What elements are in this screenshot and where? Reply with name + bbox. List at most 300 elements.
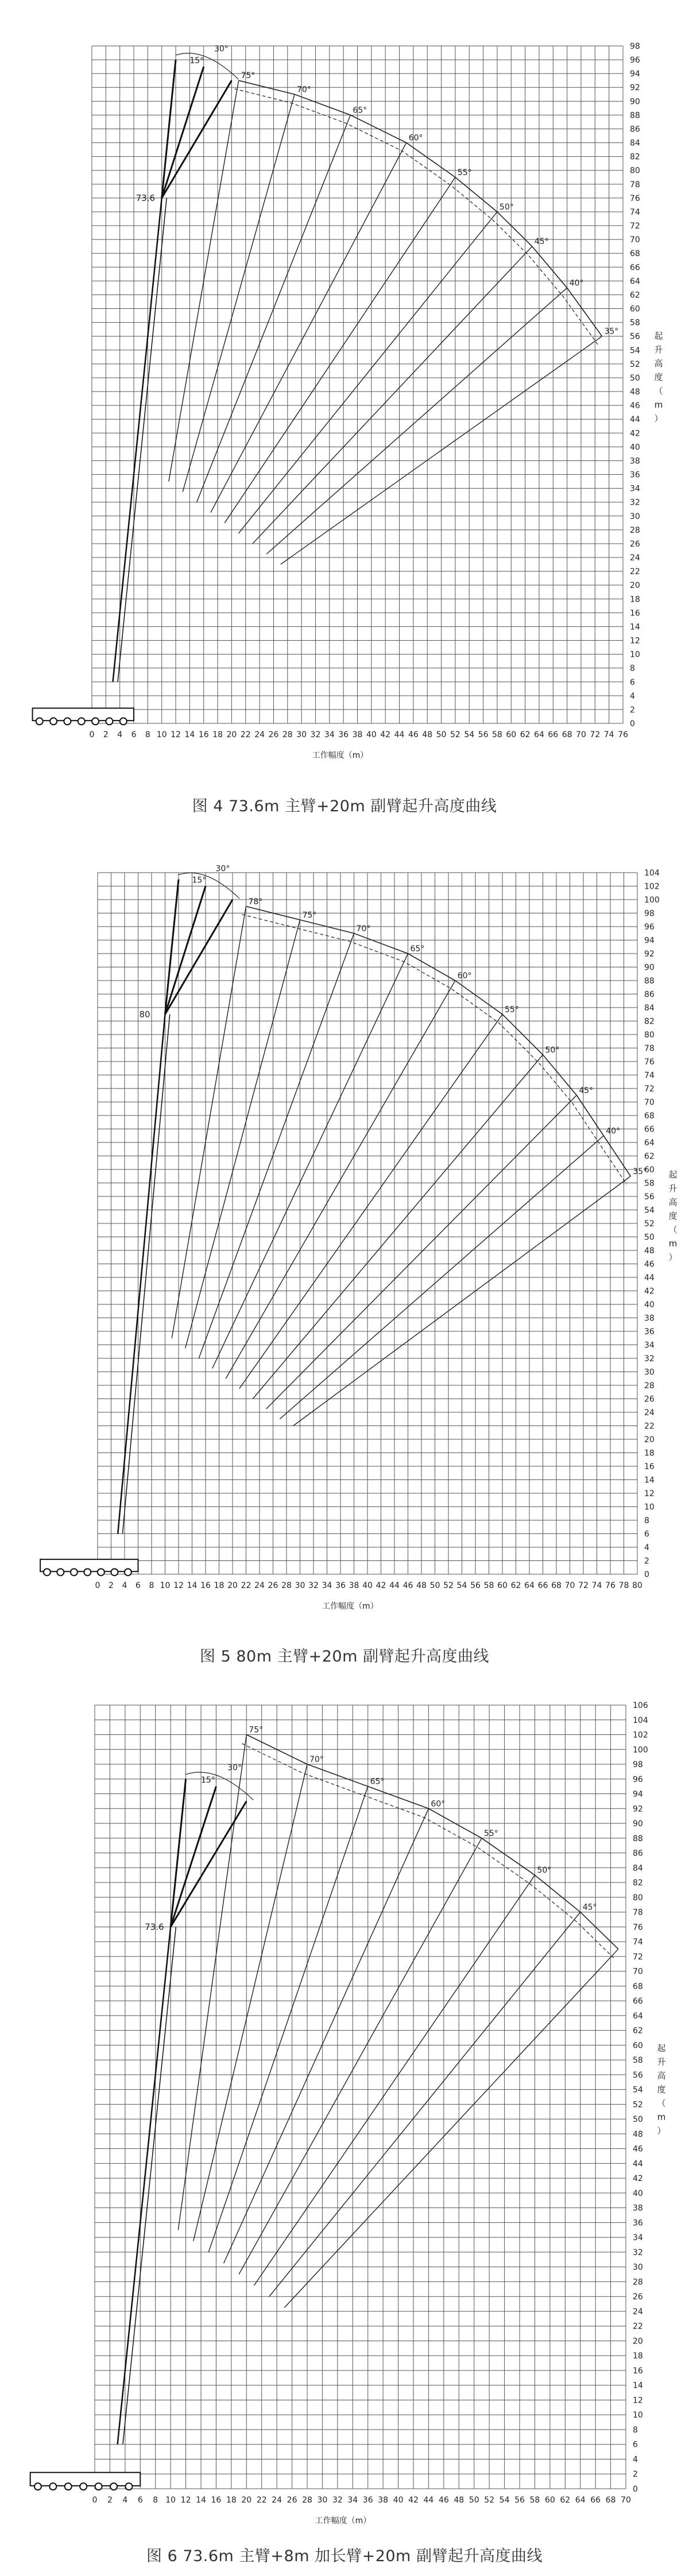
x-axis-label: 工作幅度（m） <box>312 751 369 760</box>
crane-wheel <box>95 2483 102 2490</box>
y-tick-label: 16 <box>644 1462 655 1471</box>
y-tick-label: 78 <box>633 1908 643 1918</box>
jib-angle-line <box>239 212 497 533</box>
x-axis-label: 工作幅度（m） <box>322 1602 378 1611</box>
x-tick-label: 10 <box>156 730 167 739</box>
y-tick-label: 36 <box>630 470 640 480</box>
y-tick-label: 52 <box>630 359 640 369</box>
y-tick-label: 50 <box>630 373 640 383</box>
x-tick-label: 26 <box>268 1581 278 1590</box>
y-tick-label: 60 <box>630 304 640 314</box>
x-tick-label: 30 <box>295 1581 305 1590</box>
x-tick-label: 38 <box>378 2496 389 2505</box>
y-tick-label: 42 <box>633 2174 643 2184</box>
y-tick-label: 72 <box>644 1084 655 1094</box>
x-tick-label: 80 <box>632 1581 642 1590</box>
crane-wheel <box>65 2483 72 2490</box>
y-tick-label: 38 <box>644 1314 655 1323</box>
x-tick-label: 78 <box>618 1581 629 1590</box>
y-tick-label: 54 <box>630 346 640 355</box>
x-tick-label: 76 <box>605 1581 616 1590</box>
y-tick-label: 50 <box>644 1233 655 1242</box>
angle-label: 65° <box>370 1777 385 1787</box>
x-tick-label: 22 <box>241 1581 251 1590</box>
x-tick-label: 6 <box>136 1581 141 1590</box>
y-axis-label-char: 升 <box>654 344 663 355</box>
x-tick-label: 20 <box>241 2496 252 2505</box>
x-tick-label: 12 <box>173 1581 184 1590</box>
x-tick-label: 52 <box>450 730 460 739</box>
jib-angle-line <box>193 1764 307 2241</box>
y-tick-label: 90 <box>633 1819 643 1829</box>
x-tick-label: 14 <box>196 2496 206 2505</box>
x-tick-label: 42 <box>380 730 391 739</box>
y-tick-label: 22 <box>630 567 640 577</box>
y-tick-label: 94 <box>630 69 640 79</box>
main-boom-length-label: 73.6 <box>145 1922 164 1932</box>
y-axis-label-char: 度 <box>668 1211 678 1221</box>
y-tick-label: 30 <box>630 512 640 521</box>
x-tick-label: 54 <box>499 2496 510 2505</box>
y-tick-label: 58 <box>644 1179 655 1188</box>
x-tick-label: 54 <box>456 1581 467 1590</box>
crane-wheel <box>106 718 113 725</box>
jib-angle-line <box>183 94 295 491</box>
y-tick-label: 16 <box>633 2366 643 2376</box>
y-tick-label: 80 <box>630 166 640 176</box>
x-tick-label: 44 <box>394 730 405 739</box>
lift-height-envelope-dashed <box>234 89 598 345</box>
y-tick-label: 2 <box>630 705 635 715</box>
angle-label: 75° <box>302 911 317 920</box>
x-tick-label: 38 <box>352 730 363 739</box>
y-tick-label: 90 <box>630 97 640 107</box>
angle-label: 45° <box>582 1903 597 1912</box>
y-tick-label: 50 <box>633 2115 643 2125</box>
x-tick-label: 54 <box>464 730 475 739</box>
y-tick-label: 28 <box>633 2277 643 2287</box>
x-tick-label: 8 <box>153 2496 158 2505</box>
figure-caption: 图 5 80m 主臂+20m 副臂起升高度曲线 <box>200 1648 489 1665</box>
crane-wheel <box>57 1568 64 1575</box>
x-tick-label: 34 <box>324 730 335 739</box>
y-tick-label: 56 <box>633 2070 643 2080</box>
x-tick-label: 4 <box>122 2496 128 2505</box>
x-tick-label: 22 <box>240 730 251 739</box>
x-tick-label: 70 <box>576 730 586 739</box>
angle-label: 55° <box>483 1829 498 1838</box>
x-tick-label: 44 <box>423 2496 434 2505</box>
x-tick-label: 74 <box>603 730 614 739</box>
y-tick-label: 64 <box>630 277 640 286</box>
y-tick-label: 100 <box>644 896 660 905</box>
x-tick-label: 70 <box>621 2496 631 2505</box>
y-tick-label: 26 <box>644 1394 655 1404</box>
y-axis-label-char: （ <box>668 1225 678 1235</box>
x-tick-label: 48 <box>416 1581 427 1590</box>
y-axis-label-char: （ <box>654 386 663 396</box>
y-tick-label: 46 <box>644 1260 655 1269</box>
y-tick-label: 76 <box>633 1923 643 1932</box>
y-axis-label-char: （ <box>657 2098 666 2109</box>
y-tick-label: 66 <box>644 1125 655 1134</box>
x-tick-label: 38 <box>349 1581 359 1590</box>
main-boom-length-label: 73.6 <box>136 192 156 203</box>
x-tick-label: 72 <box>590 730 601 739</box>
y-tick-label: 74 <box>633 1938 643 1947</box>
crane-carrier <box>40 1559 138 1575</box>
y-tick-label: 4 <box>644 1543 649 1552</box>
x-tick-label: 56 <box>478 730 489 739</box>
figure-caption: 图 4 73.6m 主臂+20m 副臂起升高度曲线 <box>192 797 497 815</box>
x-axis-label: 工作幅度（m） <box>315 2516 371 2525</box>
y-tick-label: 18 <box>630 595 640 605</box>
y-tick-label: 14 <box>630 622 640 632</box>
y-tick-label: 56 <box>644 1192 655 1202</box>
y-tick-label: 26 <box>633 2292 643 2302</box>
x-tick-label: 62 <box>560 2496 571 2505</box>
jib-angle-line <box>185 920 300 1348</box>
crane-wheel <box>84 1568 91 1575</box>
jib-offset-arc <box>186 1772 254 1800</box>
main-boom-length-label: 80 <box>139 1009 150 1020</box>
y-tick-label: 32 <box>644 1354 655 1363</box>
y-tick-label: 72 <box>633 1952 643 1962</box>
x-tick-label: 60 <box>506 730 517 739</box>
x-tick-label: 48 <box>454 2496 465 2505</box>
y-tick-label: 98 <box>633 1760 643 1770</box>
x-tick-label: 8 <box>145 730 150 739</box>
lift-height-chart-6 <box>0 1682 689 2543</box>
y-tick-label: 56 <box>630 332 640 342</box>
y-tick-label: 24 <box>630 553 640 563</box>
x-tick-label: 22 <box>256 2496 267 2505</box>
radial-lines <box>172 907 630 1426</box>
crane-wheel <box>92 718 99 725</box>
x-tick-label: 24 <box>254 1581 265 1590</box>
y-tick-label: 30 <box>644 1368 655 1377</box>
y-axis-label-char: 高 <box>668 1197 678 1207</box>
jib-offset-arc <box>179 873 239 898</box>
y-tick-label: 8 <box>644 1516 649 1525</box>
y-tick-label: 80 <box>644 1031 655 1040</box>
y-tick-label: 74 <box>630 207 640 217</box>
y-tick-label: 92 <box>630 83 640 93</box>
figure-caption: 图 6 73.6m 主臂+8m 加长臂+20m 副臂起升高度曲线 <box>146 2547 543 2565</box>
y-tick-label: 24 <box>644 1408 655 1417</box>
y-tick-label: 48 <box>633 2129 643 2139</box>
x-tick-label: 12 <box>180 2496 191 2505</box>
angle-label: 55° <box>457 168 472 177</box>
y-tick-label: 100 <box>633 1745 648 1755</box>
y-tick-label: 26 <box>630 539 640 549</box>
angle-label: 50° <box>499 202 514 212</box>
jib-offset-label: 30° <box>214 44 229 54</box>
y-tick-label: 40 <box>630 443 640 452</box>
crane-wheel <box>110 2483 117 2490</box>
y-tick-label: 66 <box>633 1997 643 2006</box>
x-tick-label: 76 <box>618 730 628 739</box>
y-tick-label: 58 <box>633 2056 643 2066</box>
x-tick-label: 12 <box>171 730 181 739</box>
y-tick-label: 6 <box>633 2440 638 2450</box>
y-tick-label: 72 <box>630 222 640 231</box>
y-tick-label: 52 <box>633 2100 643 2110</box>
y-tick-label: 32 <box>630 498 640 508</box>
x-tick-label: 40 <box>393 2496 404 2505</box>
crane-wheel <box>125 1568 131 1575</box>
y-tick-label: 38 <box>633 2203 643 2213</box>
x-tick-label: 68 <box>605 2496 616 2505</box>
jib-offset-label: 15° <box>201 1776 215 1785</box>
lift-height-envelope <box>239 80 602 336</box>
y-tick-label: 32 <box>633 2248 643 2257</box>
y-tick-label: 94 <box>633 1789 643 1799</box>
y-tick-label: 82 <box>644 1017 655 1026</box>
x-tick-label: 52 <box>443 1581 454 1590</box>
jib-angle-line <box>266 288 567 554</box>
y-tick-label: 68 <box>630 249 640 259</box>
x-tick-label: 48 <box>422 730 433 739</box>
y-tick-label: 78 <box>644 1044 655 1053</box>
x-tick-label: 64 <box>534 730 544 739</box>
y-tick-label: 82 <box>633 1878 643 1888</box>
crane-wheel <box>80 2483 87 2490</box>
x-tick-label: 36 <box>362 2496 373 2505</box>
x-tick-label: 26 <box>287 2496 297 2505</box>
y-tick-label: 58 <box>630 318 640 328</box>
y-axis-label-char: 升 <box>657 2056 666 2067</box>
y-tick-label: 14 <box>644 1475 655 1485</box>
crane-wheel <box>111 1568 118 1575</box>
y-tick-label: 64 <box>633 2011 643 2021</box>
y-axis-label-char: m <box>654 400 663 410</box>
x-tick-label: 6 <box>131 730 137 739</box>
x-tick-label: 52 <box>484 2496 495 2505</box>
angle-label: 75° <box>241 71 256 81</box>
x-tick-label: 50 <box>469 2496 479 2505</box>
y-tick-label: 40 <box>644 1300 655 1310</box>
jib-angle-line <box>284 1949 618 2308</box>
y-tick-label: 36 <box>644 1327 655 1337</box>
y-tick-label: 88 <box>633 1834 643 1843</box>
x-tick-label: 2 <box>109 1581 114 1590</box>
x-tick-label: 0 <box>89 730 95 739</box>
jib-offset-label: 30° <box>215 864 230 874</box>
x-tick-label: 24 <box>272 2496 282 2505</box>
angle-label: 75° <box>249 1725 264 1735</box>
y-tick-label: 104 <box>644 869 660 878</box>
y-axis-label-char: ） <box>657 2125 666 2136</box>
x-tick-label: 32 <box>310 730 321 739</box>
chart-figure-4 <box>0 23 689 827</box>
crane-wheel <box>49 2483 56 2490</box>
y-tick-label: 70 <box>644 1098 655 1107</box>
jib-angle-line <box>178 1735 246 2230</box>
x-tick-label: 74 <box>591 1581 602 1590</box>
x-tick-label: 60 <box>544 2496 555 2505</box>
x-tick-label: 14 <box>187 1581 198 1590</box>
x-tick-label: 46 <box>438 2496 449 2505</box>
x-tick-label: 40 <box>362 1581 373 1590</box>
crane-wheel <box>64 718 71 725</box>
angle-label: 45° <box>579 1086 594 1095</box>
x-tick-label: 62 <box>510 1581 521 1590</box>
crane-wheel <box>50 718 57 725</box>
y-tick-label: 24 <box>633 2307 643 2317</box>
y-tick-label: 22 <box>633 2322 643 2331</box>
jib-offset-arc <box>176 53 238 80</box>
x-tick-label: 42 <box>408 2496 419 2505</box>
y-tick-label: 28 <box>644 1381 655 1390</box>
jib-angle-line <box>254 1875 535 2286</box>
x-tick-label: 56 <box>514 2496 525 2505</box>
y-tick-label: 12 <box>630 636 640 646</box>
y-axis-label-char: 高 <box>657 2070 666 2081</box>
y-tick-label: 88 <box>644 977 655 986</box>
y-tick-label: 44 <box>644 1273 655 1283</box>
angle-label: 55° <box>505 1005 519 1014</box>
x-tick-label: 20 <box>227 1581 238 1590</box>
x-tick-label: 60 <box>497 1581 508 1590</box>
x-tick-label: 30 <box>296 730 307 739</box>
y-tick-label: 42 <box>630 429 640 439</box>
y-tick-label: 76 <box>644 1057 655 1067</box>
x-tick-label: 28 <box>282 730 293 739</box>
x-tick-label: 72 <box>578 1581 589 1590</box>
y-tick-label: 46 <box>633 2144 643 2154</box>
y-tick-label: 54 <box>633 2085 643 2095</box>
y-axis-label-char: m <box>668 1238 678 1249</box>
y-axis-label-char: 起 <box>657 2043 666 2054</box>
y-tick-label: 30 <box>633 2263 643 2272</box>
x-tick-label: 0 <box>92 2496 98 2505</box>
x-tick-label: 10 <box>165 2496 176 2505</box>
main-boom <box>118 198 167 682</box>
crane-wheel <box>98 1568 104 1575</box>
x-tick-label: 16 <box>200 1581 211 1590</box>
y-tick-label: 10 <box>644 1502 655 1512</box>
y-tick-label: 12 <box>633 2396 643 2405</box>
x-tick-label: 46 <box>408 730 419 739</box>
y-tick-label: 44 <box>633 2159 643 2169</box>
y-tick-label: 6 <box>644 1529 649 1539</box>
x-tick-label: 16 <box>211 2496 222 2505</box>
jib-angle-line <box>199 933 354 1358</box>
x-tick-label: 66 <box>590 2496 601 2505</box>
grid-lines <box>92 46 623 723</box>
y-tick-label: 82 <box>630 152 640 162</box>
y-tick-label: 34 <box>644 1341 655 1350</box>
y-tick-label: 18 <box>633 2352 643 2361</box>
angle-label: 65° <box>353 106 367 115</box>
y-axis-label-char: 度 <box>654 372 663 382</box>
jib-angle-line <box>253 246 532 544</box>
y-tick-label: 86 <box>630 125 640 134</box>
x-tick-label: 34 <box>347 2496 358 2505</box>
crane-wheel <box>44 1568 51 1575</box>
y-tick-label: 62 <box>630 290 640 300</box>
crane-wheel <box>36 718 43 725</box>
x-tick-label: 18 <box>212 730 223 739</box>
y-tick-label: 68 <box>633 1982 643 1992</box>
chart-figure-6 <box>0 1682 689 2576</box>
y-axis-label-char: 度 <box>657 2084 666 2095</box>
lift-height-envelope-dashed <box>242 915 626 1184</box>
x-tick-label: 58 <box>529 2496 540 2505</box>
y-tick-label: 106 <box>633 1701 648 1710</box>
x-tick-label: 4 <box>117 730 123 739</box>
angle-label: 60° <box>431 1799 446 1809</box>
x-tick-label: 28 <box>302 2496 312 2505</box>
x-tick-label: 46 <box>402 1581 413 1590</box>
y-tick-label: 52 <box>644 1219 655 1229</box>
angle-label: 70° <box>296 85 311 95</box>
y-axis-label-char: ） <box>654 413 663 424</box>
y-tick-label: 48 <box>644 1246 655 1256</box>
y-tick-label: 34 <box>630 484 640 494</box>
main-boom <box>122 1014 169 1534</box>
angle-label: 60° <box>457 971 472 981</box>
x-tick-label: 66 <box>537 1581 548 1590</box>
y-tick-label: 98 <box>644 909 655 919</box>
crane-wheel <box>78 718 85 725</box>
y-axis-label-char: 升 <box>668 1183 678 1194</box>
y-tick-label: 0 <box>630 719 635 729</box>
x-tick-label: 36 <box>338 730 349 739</box>
main-boom <box>113 198 162 682</box>
y-axis-label-char: m <box>657 2112 666 2122</box>
y-tick-label: 84 <box>633 1864 643 1873</box>
x-tick-label: 26 <box>268 730 279 739</box>
y-tick-label: 104 <box>633 1715 648 1725</box>
y-tick-label: 22 <box>644 1421 655 1431</box>
x-tick-label: 56 <box>470 1581 481 1590</box>
y-tick-label: 62 <box>644 1152 655 1161</box>
angle-label: 70° <box>356 924 371 933</box>
angle-label: 70° <box>309 1755 324 1765</box>
x-tick-label: 58 <box>483 1581 494 1590</box>
y-tick-label: 62 <box>633 2026 643 2036</box>
y-axis-label-char: ） <box>668 1252 678 1262</box>
x-tick-label: 2 <box>107 2496 113 2505</box>
y-axis-label-char: 起 <box>668 1169 678 1180</box>
x-tick-label: 2 <box>103 730 109 739</box>
x-tick-label: 6 <box>137 2496 143 2505</box>
y-tick-label: 76 <box>630 193 640 203</box>
y-tick-label: 16 <box>630 609 640 618</box>
x-tick-label: 64 <box>524 1581 535 1590</box>
y-tick-label: 80 <box>633 1893 643 1903</box>
y-tick-label: 18 <box>644 1448 655 1458</box>
angle-label: 50° <box>537 1866 552 1876</box>
angle-label: 78° <box>248 897 263 907</box>
jib-angle-line <box>208 1787 368 2252</box>
crane-carrier <box>30 2473 141 2490</box>
y-tick-label: 78 <box>630 180 640 189</box>
y-tick-label: 0 <box>644 1570 649 1579</box>
x-tick-label: 42 <box>376 1581 386 1590</box>
y-tick-label: 92 <box>644 950 655 959</box>
y-tick-label: 86 <box>633 1849 643 1858</box>
x-tick-label: 44 <box>389 1581 400 1590</box>
y-tick-label: 38 <box>630 456 640 466</box>
grid-lines <box>95 1705 626 2489</box>
x-tick-label: 4 <box>122 1581 127 1590</box>
y-tick-label: 4 <box>633 2455 638 2465</box>
main-boom <box>118 1014 165 1534</box>
y-axis-label-char: 高 <box>654 358 663 369</box>
